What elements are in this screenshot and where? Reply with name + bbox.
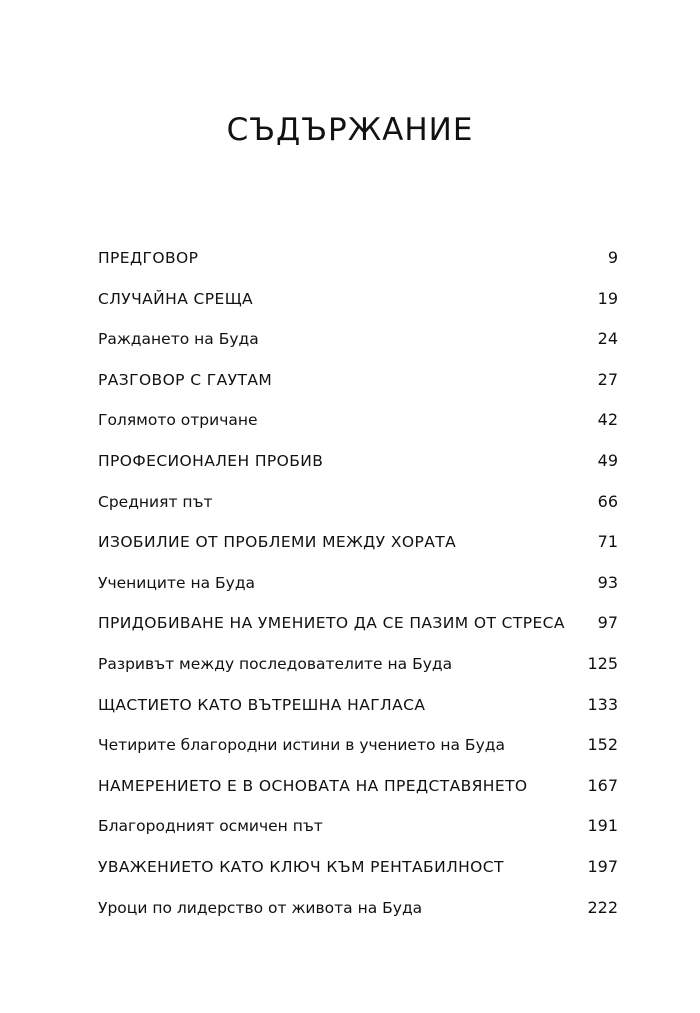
entry-page-number: 133 — [587, 694, 618, 714]
toc-section-entry — [98, 806, 618, 847]
toc-chapter-entry — [98, 441, 618, 482]
entry-page-number: 66 — [597, 491, 618, 511]
toc-section-entry — [98, 725, 618, 766]
entry-title: Благородният осмичен път — [98, 817, 323, 836]
entry-page-number: 222 — [587, 897, 618, 917]
entry-page-number: 167 — [587, 775, 618, 795]
entry-title: ЩАСТИЕТО КАТО ВЪТРЕШНА НАГЛАСА — [98, 695, 426, 714]
toc-chapter-entry — [98, 685, 618, 726]
toc-chapter-entry — [98, 522, 618, 563]
entry-title: ИЗОБИЛИЕ ОТ ПРОБЛЕМИ МЕЖДУ ХОРАТА — [98, 533, 457, 552]
entry-title: ПРИДОБИВАНЕ НА УМЕНИЕТО ДА СЕ ПАЗИМ ОТ СТРЕСА — [98, 614, 565, 633]
toc-section-entry — [98, 319, 618, 360]
toc-chapter-entry — [98, 238, 618, 279]
toc-section-entry — [98, 563, 618, 604]
entry-page-number: 42 — [597, 410, 618, 430]
entry-title: Четирите благородни истини в учението на Буда — [98, 736, 505, 755]
entry-title: СЛУЧАЙНА СРЕЩА — [98, 289, 254, 308]
entry-page-number: 125 — [587, 653, 618, 673]
entry-title: УВАЖЕНИЕТО КАТО КЛЮЧ КЪМ РЕНТАБИЛНОСТ — [98, 857, 504, 876]
entry-title: НАМЕРЕНИЕТО Е В ОСНОВАТА НА ПРЕДСТАВЯНЕТО — [98, 776, 528, 795]
entry-title: РАЗГОВОР С ГАУТАМ — [98, 370, 273, 389]
entry-page-number: 197 — [587, 856, 618, 876]
entry-page-number: 71 — [597, 532, 618, 552]
entry-page-number: 93 — [597, 572, 618, 592]
entry-page-number: 97 — [597, 613, 618, 633]
entry-title: Уроци по лидерство от живота на Буда — [98, 898, 423, 917]
toc-chapter-entry — [98, 847, 618, 888]
entry-page-number: 191 — [587, 816, 618, 836]
entry-title: Средният път — [98, 492, 213, 511]
toc-section-entry — [98, 644, 618, 685]
entry-page-number: 49 — [597, 450, 618, 470]
toc-section-entry — [98, 482, 618, 523]
entry-page-number: 24 — [597, 329, 618, 349]
toc-chapter-entry — [98, 360, 618, 401]
entry-title: Разривът между последователите на Буда — [98, 654, 453, 673]
entry-page-number: 152 — [587, 735, 618, 755]
entry-title: Раждането на Буда — [98, 330, 259, 349]
table-of-contents — [98, 238, 618, 928]
entry-page-number: 27 — [597, 369, 618, 389]
toc-chapter-entry — [98, 279, 618, 320]
entry-title: Голямото отричане — [98, 411, 258, 430]
entry-title: ПРЕДГОВОР — [98, 249, 199, 267]
entry-title: ПРОФЕСИОНАЛЕН ПРОБИВ — [98, 451, 324, 470]
entry-title: Учениците на Буда — [98, 573, 256, 592]
toc-chapter-entry — [98, 603, 618, 644]
entry-page-number: 19 — [597, 288, 618, 308]
toc-section-entry — [98, 888, 618, 929]
toc-chapter-entry — [98, 766, 618, 807]
toc-section-entry — [98, 400, 618, 441]
page-title: СЪДЪРЖАНИЕ — [226, 112, 474, 148]
entry-page-number: 9 — [607, 248, 618, 267]
